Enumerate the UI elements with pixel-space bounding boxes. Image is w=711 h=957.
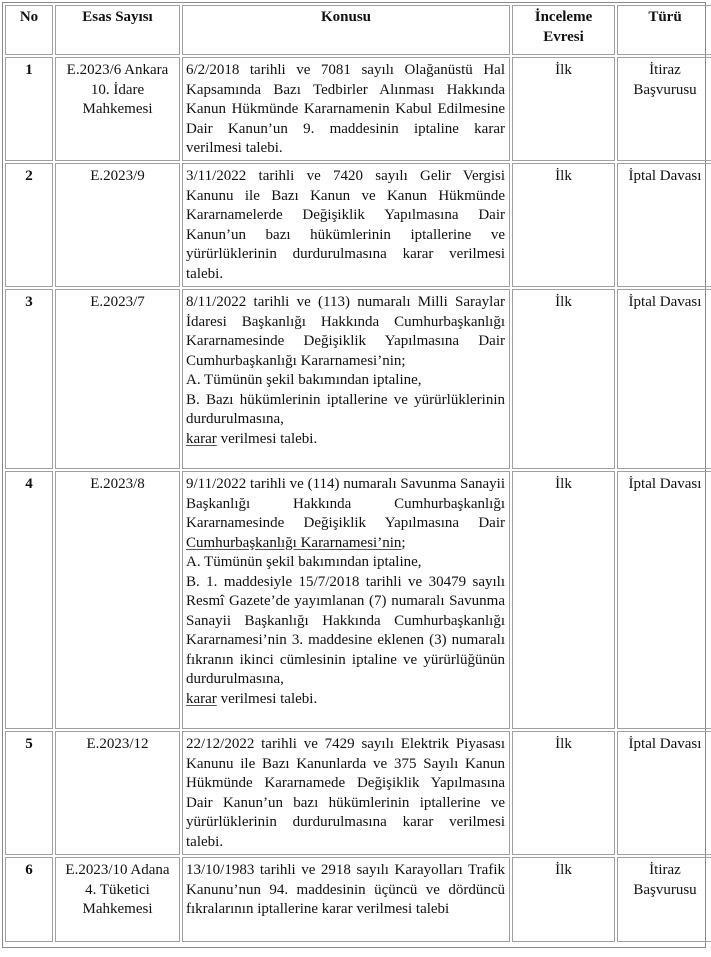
subject-closing-text: verilmesi talebi. [216, 430, 318, 447]
row-review-stage: İlk [512, 289, 615, 469]
subject-intro: 8/11/2022 tarihli ve (113) numaralı Milli Saraylar İdaresi Başkanlığı Hakkında Cumhurbaşkanlığı Kararnamesinde Değişiklik Yapılmasına Dair Cumhurbaşkanlığı Kararnamesi’nin; [186, 294, 505, 369]
underlined-word: karar [186, 690, 217, 707]
header-subject: Konusu [182, 5, 510, 55]
row-case-number: E.2023/7 [55, 289, 180, 469]
table-row [5, 163, 711, 287]
subject-intro [186, 475, 505, 553]
subject-intro-text: 9/11/2022 tarihli ve (114) numaralı Savunma Sanayii Başkanlığı Hakkında Cumhurbaşkanlığı Kararnamesinde Değişiklik Yapılmasına Dair [186, 476, 505, 531]
subject-intro-tail: ; [401, 534, 406, 551]
subject-item-a: A. Tümünün şekil bakımından iptaline, [186, 554, 422, 570]
row-type: İptal Davası [617, 289, 711, 469]
table-row [5, 471, 711, 729]
row-no: 2 [5, 163, 53, 287]
underlined-phrase: Cumhurbaşkanlığı Kararnamesi’nin [186, 534, 402, 551]
row-subject: 13/10/1983 tarihli ve 2918 sayılı Karayolları Trafik Kanunu’nun 94. maddesinin üçüncü ve dördüncü fıkralarının iptallerine karar verilmesi talebi [182, 857, 510, 942]
subject-item-b: B. 1. maddesiyle 15/7/2018 tarihli ve 30479 sayılı Resmî Gazete’de yayımlanan (7) numaralı Savunma Sanayii Başkanlığı Hakkında Cumhurbaşkanlığı Kararnamesi’nin 3. maddesine eklenen (3) numaralı fıkranın ikinci cümlesinin iptaline ve yürürlüğünün durdurulmasına, [186, 573, 505, 687]
row-no: 1 [5, 57, 53, 161]
row-case-number: E.2023/8 [55, 471, 180, 729]
row-type: İptal Davası [617, 471, 711, 729]
row-subject: 3/11/2022 tarihli ve 7420 sayılı Gelir Vergisi Kanunu ile Bazı Kanun ve Kanun Hükmünde Kararnamelerde Değişiklik Yapılmasına Dair Kanun’un bazı hükümlerinin iptallerine ve yürürlüklerinin durdurulmasına karar verilmesi talebi. [182, 163, 510, 287]
row-no: 4 [5, 471, 53, 729]
row-review-stage: İlk [512, 163, 615, 287]
row-subject: 6/2/2018 tarihli ve 7081 sayılı Olağanüstü Hal Kapsamında Bazı Tedbirler Alınması Hakkında Kanun Hükmünde Kararnamenin Kabul Edilmesine Dair Kanun’un 9. maddesinin iptaline karar verilmesi talebi. [182, 57, 510, 161]
table-header-row [5, 5, 711, 55]
subject-item-a: A. Tümünün şekil bakımından iptaline, [186, 372, 422, 388]
table-row [5, 857, 711, 942]
row-subject [182, 471, 510, 729]
header-case-number: Esas Sayısı [55, 5, 180, 55]
subject-closing [186, 430, 505, 450]
row-no: 3 [5, 289, 53, 469]
header-review-stage: İnceleme Evresi [512, 5, 615, 55]
subject-closing-text: verilmesi talebi. [216, 690, 318, 707]
row-review-stage: İlk [512, 857, 615, 942]
table-row [5, 57, 711, 161]
row-case-number: E.2023/10 Adana 4. Tüketici Mahkemesi [55, 857, 180, 942]
row-review-stage: İlk [512, 471, 615, 729]
subject-closing [186, 690, 505, 710]
row-subject [182, 289, 510, 469]
table-row [5, 731, 711, 855]
row-no: 6 [5, 857, 53, 942]
row-case-number: E.2023/9 [55, 163, 180, 287]
table-row [5, 289, 711, 469]
row-type: İptal Davası [617, 731, 711, 855]
row-no: 5 [5, 731, 53, 855]
row-review-stage: İlk [512, 57, 615, 161]
row-case-number: E.2023/12 [55, 731, 180, 855]
row-case-number: E.2023/6 Ankara 10. İdare Mahkemesi [55, 57, 180, 161]
header-type: Türü [617, 5, 711, 55]
case-agenda-table [3, 3, 711, 944]
header-no: No [5, 5, 53, 55]
row-type: İptal Davası [617, 163, 711, 287]
underlined-word: karar [186, 430, 217, 447]
row-type: İtiraz Başvurusu [617, 857, 711, 942]
row-subject: 22/12/2022 tarihli ve 7429 sayılı Elektrik Piyasası Kanunu ile Bazı Kanunlarda ve 375 Sayılı Kanun Hükmünde Kararnamede Değişiklik Yapılmasına Dair Kanun’un bazı hükümlerinin iptallerine ve yürürlüklerinin durdurulmasına karar verilmesi talebi. [182, 731, 510, 855]
subject-item-b: B. Bazı hükümlerinin iptallerine ve yürürlüklerinin durdurulmasına, [186, 391, 505, 427]
row-type: İtiraz Başvurusu [617, 57, 711, 161]
row-review-stage: İlk [512, 731, 615, 855]
